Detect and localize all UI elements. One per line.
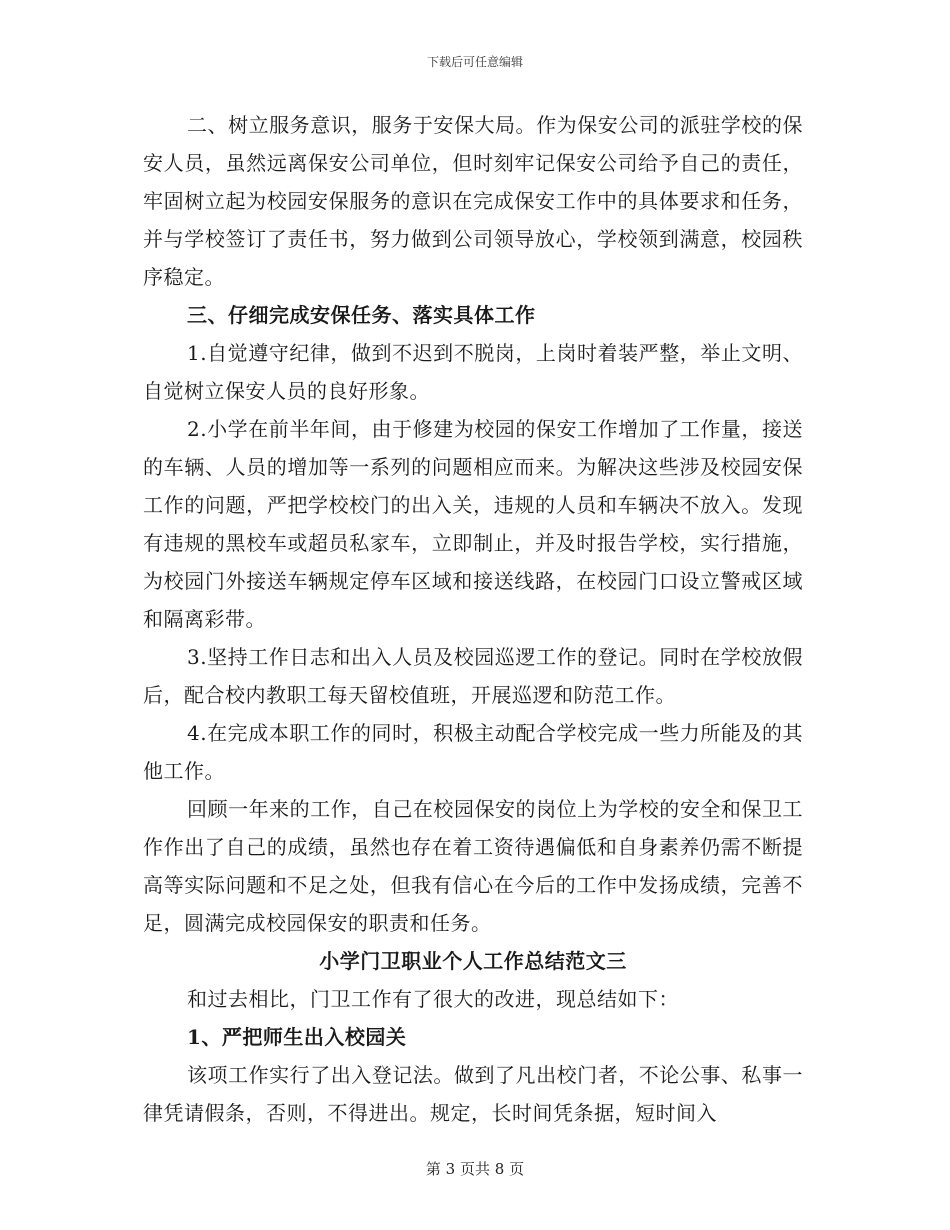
paragraph-item-2: 2.小学在前半年间，由于修建为校园的保安工作增加了工作量，接送的车辆、人员的增加等一系列的问题相应而来。为解决这些涉及校园安保工作的问题，严把学校校门的出入关，违规的人员和车辆决不放入。发现有违规的黑校车或超员私家车，立即制止，并及时报告学校，实行措施，为校园门外接送车辆规定停车区域和接送线路，在校园门口设立警戒区域和隔离彩带。 [143, 417, 803, 631]
header-note: 下载后可任意编辑 [426, 55, 523, 69]
paragraph-review: 回顾一年来的工作，自己在校园保安的岗位上为学校的安全和保卫工作作出了自己的成绩，虽然也存在着工资待遇偏低和自身素养仍需不断提高等实际问题和不足之处，但我有信心在今后的工作中发扬成绩，完善不足，圆满完成校园保安的职责和任务。 [143, 797, 803, 935]
paragraph-intro: 和过去相比，门卫工作有了很大的改进，现总结如下： [187, 987, 679, 1011]
document-body [143, 106, 803, 1132]
paragraph-item-4: 4.在完成本职工作的同时，积极主动配合学校完成一些力所能及的其他工作。 [143, 721, 803, 783]
paragraph-service-awareness: 二、树立服务意识，服务于安保大局。作为保安公司的派驻学校的保安人员，虽然远离保安公司单位，但时刻牢记保安公司给予自己的责任，牢固树立起为校园安保服务的意识在完成保安工作中的具体要求和任务，并与学校签订了责任书，努力做到公司领导放心，学校领到满意，校园秩序稳定。 [143, 113, 803, 289]
paragraph-item-3: 3.坚持工作日志和出入人员及校园巡逻工作的登记。同时在学校放假后，配合校内教职工每天留校值班，开展巡逻和防范工作。 [143, 645, 803, 707]
section-heading-tasks: 三、仔细完成安保任务、落实具体工作 [187, 303, 536, 327]
subheading-entry-control: 1、严把师生出入校园关 [187, 1025, 407, 1049]
paragraph-item-1: 1.自觉遵守纪律，做到不迟到不脱岗，上岗时着装严整，举止文明、自觉树立保安人员的良好形象。 [143, 341, 803, 403]
page-number: 第 3 页共 8 页 [425, 1160, 525, 1178]
paragraph-registration: 该项工作实行了出入登记法。做到了凡出校门者，不论公事、私事一律凭请假条，否则，不得进出。规定，长时间凭条据，短时间入 [143, 1063, 803, 1125]
section-title-example-3: 小学门卫职业个人工作总结范文三 [319, 949, 627, 973]
